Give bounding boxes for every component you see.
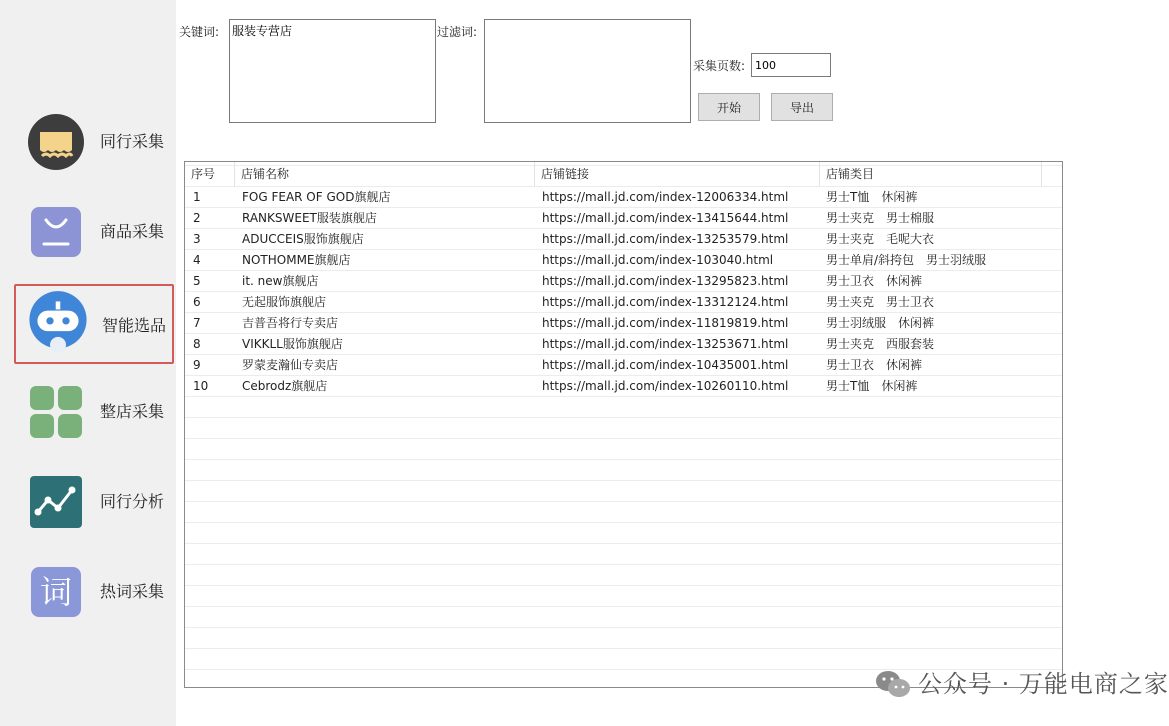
watermark-text: 公众号 · 万能电商之家 [918,670,1169,698]
keyword-input[interactable] [229,19,436,123]
main-panel [176,0,1169,726]
cell-store-name: Cebrodz旗舰店 [242,379,328,393]
filter-label: 过滤词: [437,25,478,39]
sidebar-item-peer-collect[interactable] [14,102,174,182]
robot-icon [26,290,90,354]
cell-store-link: https://mall.jd.com/index-10435001.html [542,358,789,372]
cell-index: 10 [193,379,209,393]
cell-store-link: https://mall.jd.com/index-13312124.html [542,295,789,309]
cell-store-category: 男士卫衣 休闲裤 [826,274,923,288]
table-row[interactable] [185,208,1062,229]
cell-store-link: https://mall.jd.com/index-103040.html [542,253,774,267]
column-header-store-category[interactable]: 店铺类目 [820,162,1042,186]
cell-index: 6 [193,295,201,309]
table-row[interactable] [185,376,1062,397]
grid-icon [28,384,84,440]
cell-store-link: https://mall.jd.com/index-11819819.html [542,316,789,330]
cell-store-name: 罗蒙麦瀚仙专卖店 [242,358,339,372]
sidebar-item-label: 同行采集 [100,132,165,151]
cell-store-category: 男士T恤 休闲裤 [826,379,918,393]
cell-store-link: https://mall.jd.com/index-13253671.html [542,337,789,351]
sidebar-item-smart-select[interactable] [14,284,174,364]
table-header [185,162,1062,186]
sidebar-item-label: 热词采集 [100,582,165,601]
table-row[interactable] [185,271,1062,292]
pages-input[interactable] [751,53,831,77]
sidebar-item-label: 商品采集 [100,222,165,241]
sidebar-item-whole-store[interactable] [14,372,174,452]
cell-store-category: 男士卫衣 休闲裤 [826,358,923,372]
filter-input[interactable] [484,19,691,123]
cell-store-category: 男士夹克 西服套装 [826,337,935,351]
cell-index: 4 [193,253,201,267]
word-icon [28,564,84,620]
sidebar-item-product-collect[interactable] [14,192,174,272]
table-row[interactable] [185,355,1062,376]
cell-store-name: ADUCCEIS服饰旗舰店 [242,232,364,246]
cell-store-category: 男士夹克 男士卫衣 [826,295,935,309]
cell-store-category: 男士夹克 男士棉服 [826,211,935,225]
table-row[interactable] [185,334,1062,355]
sidebar-item-peer-analysis[interactable] [14,462,174,542]
cell-store-link: https://mall.jd.com/index-10260110.html [542,379,789,393]
cell-index: 9 [193,358,201,372]
cell-index: 1 [193,190,201,204]
wechat-icon [874,666,912,702]
cell-store-link: https://mall.jd.com/index-13253579.html [542,232,789,246]
cell-store-name: NOTHOMME旗舰店 [242,253,351,267]
cell-store-link: https://mall.jd.com/index-13415644.html [542,211,789,225]
cell-index: 5 [193,274,201,288]
cell-store-category: 男士夹克 毛呢大衣 [826,232,935,246]
cell-store-link: https://mall.jd.com/index-12006334.html [542,190,789,204]
sidebar-item-label: 智能选品 [102,316,167,335]
sidebar-item-label: 同行分析 [100,492,165,511]
start-button[interactable]: 开始 [698,93,760,121]
watermark [874,666,1169,702]
sidebar-item-label: 整店采集 [100,402,165,421]
cell-store-name: 无起服饰旗舰店 [242,295,327,309]
column-header-store-link[interactable]: 店铺链接 [535,162,820,186]
cell-store-category: 男士T恤 休闲裤 [826,190,918,204]
store-icon [28,114,84,170]
table-row[interactable] [185,313,1062,334]
cell-store-name: VIKKLL服饰旗舰店 [242,337,343,351]
table-row[interactable] [185,292,1062,313]
shopping-bag-icon [28,204,84,260]
word-icon-glyph: 词 [39,573,73,611]
export-button[interactable]: 导出 [771,93,833,121]
column-header-index[interactable]: 序号 [185,162,235,186]
cell-index: 3 [193,232,201,246]
sidebar-item-hotword-collect[interactable] [14,552,174,632]
keyword-label: 关键词: [179,25,220,39]
cell-index: 8 [193,337,201,351]
results-table[interactable] [184,161,1063,688]
cell-store-name: RANKSWEET服装旗舰店 [242,211,377,225]
column-header-store-name[interactable]: 店铺名称 [235,162,535,186]
cell-store-category: 男士单肩/斜挎包 男士羽绒服 [826,253,987,267]
cell-store-link: https://mall.jd.com/index-13295823.html [542,274,789,288]
table-row[interactable] [185,250,1062,271]
cell-index: 2 [193,211,201,225]
cell-store-category: 男士羽绒服 休闲裤 [826,316,935,330]
line-chart-icon [28,474,84,530]
cell-store-name: it. new旗舰店 [242,274,319,288]
cell-store-name: FOG FEAR OF GOD旗舰店 [242,190,391,204]
table-row[interactable] [185,229,1062,250]
cell-index: 7 [193,316,201,330]
pages-label: 采集页数: [693,59,746,73]
table-row[interactable] [185,187,1062,208]
sidebar [0,0,176,726]
cell-store-name: 吉普吾将行专卖店 [242,316,339,330]
